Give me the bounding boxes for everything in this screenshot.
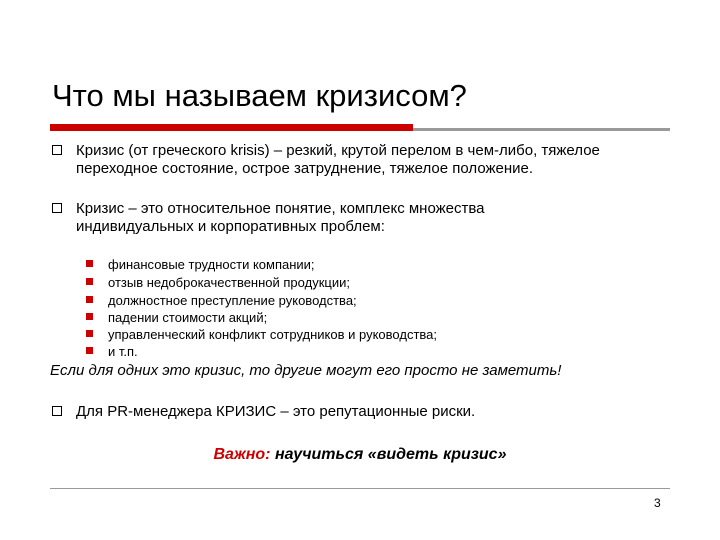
page-number: 3	[654, 496, 661, 510]
bullet-relative-line2: индивидуальных и корпоративных проблем:	[76, 218, 385, 235]
important-text: научиться «видеть кризис»	[270, 446, 507, 463]
red-square-bullet-icon	[86, 313, 93, 320]
red-square-bullet-icon	[86, 347, 93, 354]
slide: Что мы называем кризисом? Кризис (от греческого krisis) – резкий, крутой перелом в чем-либо, тяжелое переходное состояние, острое затруднение, тяжелое положение. Кризис – это относительное понятие, комплекс множества индивидуальных и корпоративных проблем: финансовые трудности компании; отзыв недоброкачественной продукции; должностное преступление руководства; падении стоимости акций; управленческий конфликт сотрудников и руководства; и т.п. Если для одних это кризис, то другие могут его просто не заметить! Для PR-менеджера КРИЗИС – это репутационные риски. Важно: научиться «видеть кризис» 3	[0, 0, 720, 540]
title-underline-red	[50, 124, 413, 131]
bullet-definition-line1: Кризис (от греческого krisis) – резкий, крутой перелом в чем-либо, тяжелое	[76, 142, 600, 159]
important-label: Важно:	[213, 446, 271, 463]
red-square-bullet-icon	[86, 278, 93, 285]
hollow-square-bullet-icon	[52, 145, 62, 155]
hollow-square-bullet-icon	[52, 203, 62, 213]
red-square-bullet-icon	[86, 296, 93, 303]
hollow-square-bullet-icon	[52, 406, 62, 416]
italic-note: Если для одних это кризис, то другие могут его просто не заметить!	[50, 362, 562, 379]
red-square-bullet-icon	[86, 260, 93, 267]
bullet-relative-line1: Кризис – это относительное понятие, комплекс множества	[76, 200, 485, 217]
bullet-pr-manager-text: Для PR-менеджера КРИЗИС – это репутационные риски.	[76, 403, 476, 420]
important-callout	[0, 446, 720, 464]
bullet-definition-line2: переходное состояние, острое затруднение, тяжелое положение.	[76, 160, 534, 177]
footer-rule	[50, 488, 670, 489]
red-square-bullet-icon	[86, 330, 93, 337]
slide-title: Что мы называем кризисом?	[52, 78, 467, 113]
